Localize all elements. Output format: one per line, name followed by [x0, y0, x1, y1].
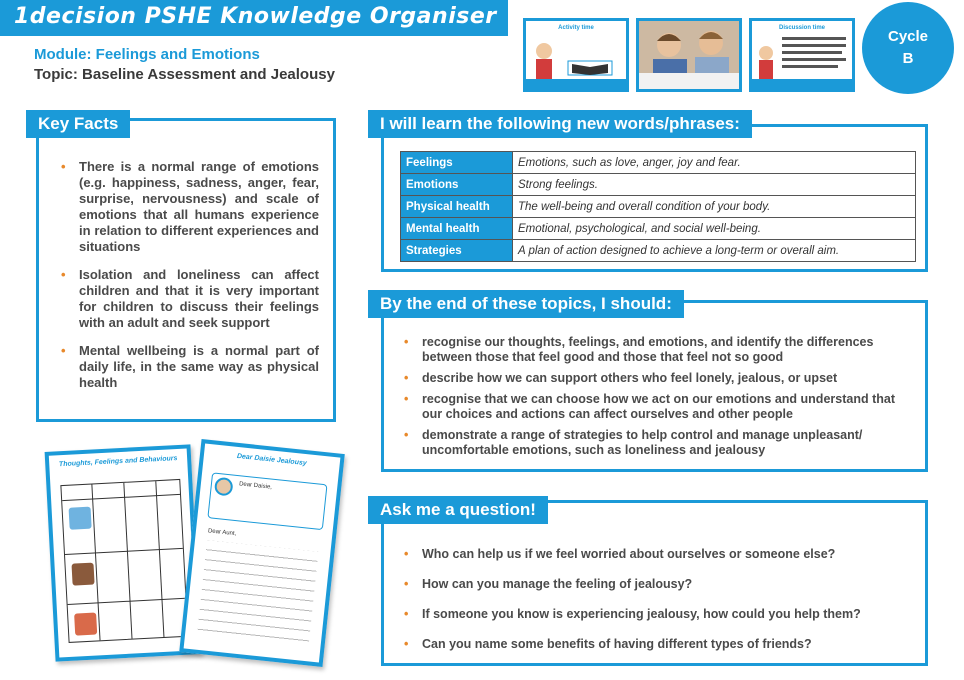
table-row — [401, 196, 916, 218]
table-row — [401, 218, 916, 240]
title-bar — [0, 0, 508, 36]
table-row — [401, 174, 916, 196]
list-item — [402, 428, 915, 458]
feelings-worksheet-thumbnail — [45, 444, 202, 661]
bullet-icon: • — [404, 607, 409, 621]
list-item — [59, 159, 319, 255]
bullet-icon: • — [404, 371, 409, 385]
list-item — [402, 547, 915, 562]
list-item — [402, 637, 915, 652]
list-item — [402, 607, 915, 622]
topic-heading: Topic: Baseline Assessment and Jealousy — [34, 66, 335, 83]
cycle-label: Cycle — [887, 28, 929, 45]
document-title: 1decision PSHE Knowledge Organiser — [14, 4, 497, 29]
outcome-text: demonstrate a range of strategies to help control and manage unpleasant/ uncomfortable emotions, such as loneliness and jealousy — [422, 428, 863, 457]
list-item — [402, 335, 915, 365]
vocabulary-heading: I will learn the following new words/phrases: — [368, 110, 752, 138]
key-facts-heading: Key Facts — [26, 110, 130, 138]
worksheet-title: Dear Daisie Jealousy — [236, 452, 307, 468]
vocab-term: Mental health — [401, 218, 513, 240]
slide-footer-strip — [752, 79, 852, 89]
list-item — [402, 392, 915, 422]
outcome-text: describe how we can support others who feel lonely, jealous, or upset — [422, 371, 838, 385]
table-row — [401, 152, 916, 174]
fact-text: Mental wellbeing is a normal part of daily life, in the same way as physical health — [79, 343, 319, 390]
grid-line — [62, 494, 180, 501]
questions-panel — [381, 500, 928, 666]
fact-text: Isolation and loneliness can affect children and that it is very important for children to discuss their feelings with an adult and seek support — [79, 267, 319, 330]
worksheet-title: Thoughts, Feelings and Behaviours — [58, 455, 178, 469]
children-writing-photo-icon — [639, 21, 739, 89]
bullet-icon: • — [61, 343, 66, 358]
discussion-slide-thumbnail — [749, 18, 855, 92]
bullet-icon: • — [404, 335, 409, 349]
vocab-definition: The well-being and overall condition of your body. — [513, 196, 916, 218]
question-text: Who can help us if we feel worried about ourselves or someone else? — [422, 547, 836, 561]
grid-line — [65, 548, 183, 555]
slide-footer-strip — [526, 79, 626, 89]
outcomes-list — [402, 335, 915, 464]
key-facts-panel — [36, 118, 336, 422]
vocab-definition: Strong feelings. — [513, 174, 916, 196]
question-text: Can you name some benefits of having different types of friends? — [422, 637, 812, 651]
outcomes-heading: By the end of these topics, I should: — [368, 290, 684, 318]
vocab-term: Strategies — [401, 240, 513, 262]
bullet-icon: • — [404, 637, 409, 651]
cycle-value: B — [902, 50, 914, 67]
reply-greeting: Dear Aunt, — [207, 528, 237, 538]
vocab-definition: Emotional, psychological, and social well-being. — [513, 218, 916, 240]
child-picture-icon — [71, 563, 94, 586]
child-picture-icon — [69, 507, 92, 530]
photo-thumbnail — [636, 18, 742, 92]
activity-slide-title: Activity time — [558, 25, 594, 31]
question-text: If someone you know is experiencing jealousy, how could you help them? — [422, 607, 861, 621]
bullet-icon: • — [404, 547, 409, 561]
bullet-icon: • — [404, 428, 409, 442]
cycle-badge — [862, 2, 954, 94]
vocab-definition: Emotions, such as love, anger, joy and fear. — [513, 152, 916, 174]
grid-line — [155, 481, 164, 637]
outcome-text: recognise our thoughts, feelings, and emotions, and identify the differences between those that feel good and those that feel not so good — [422, 335, 874, 364]
bullet-icon: • — [404, 577, 409, 591]
worksheet-grid — [60, 479, 188, 643]
vocab-term: Feelings — [401, 152, 513, 174]
vocab-term: Emotions — [401, 174, 513, 196]
bullet-icon: • — [404, 392, 409, 406]
grid-line — [123, 483, 132, 639]
outcomes-panel — [381, 300, 928, 472]
grid-line — [68, 598, 186, 605]
list-item — [59, 267, 319, 331]
fact-text: There is a normal range of emotions (e.g. happiness, sadness, anger, fear, surprise, nervousness) and scale of emotions that all humans experience in relation to different experiences and situations — [79, 159, 319, 254]
activity-slide-thumbnail — [523, 18, 629, 92]
letter-greeting: Dear Daisie, — [238, 481, 273, 491]
discussion-slide-title: Discussion time — [778, 25, 825, 31]
child-picture-icon — [74, 612, 97, 635]
vocabulary-panel — [381, 124, 928, 272]
list-item — [402, 577, 915, 592]
module-heading: Module: Feelings and Emotions — [34, 46, 260, 63]
key-facts-list — [59, 159, 319, 403]
question-text: How can you manage the feeling of jealousy? — [422, 577, 693, 591]
list-item — [402, 371, 915, 386]
list-item — [59, 343, 319, 391]
questions-list — [402, 547, 915, 667]
vocabulary-table — [400, 151, 916, 262]
bullet-icon: • — [61, 267, 66, 282]
writing-lines — [197, 540, 318, 643]
bullet-icon: • — [61, 159, 66, 174]
questions-heading: Ask me a question! — [368, 496, 548, 524]
vocab-definition: A plan of action designed to achieve a long-term or overall aim. — [513, 240, 916, 262]
vocab-term: Physical health — [401, 196, 513, 218]
jealousy-letter-worksheet-thumbnail — [179, 439, 345, 667]
table-row — [401, 240, 916, 262]
outcome-text: recognise that we can choose how we act on our emotions and understand that our choices and actions can affect ourselves and other people — [422, 392, 895, 421]
